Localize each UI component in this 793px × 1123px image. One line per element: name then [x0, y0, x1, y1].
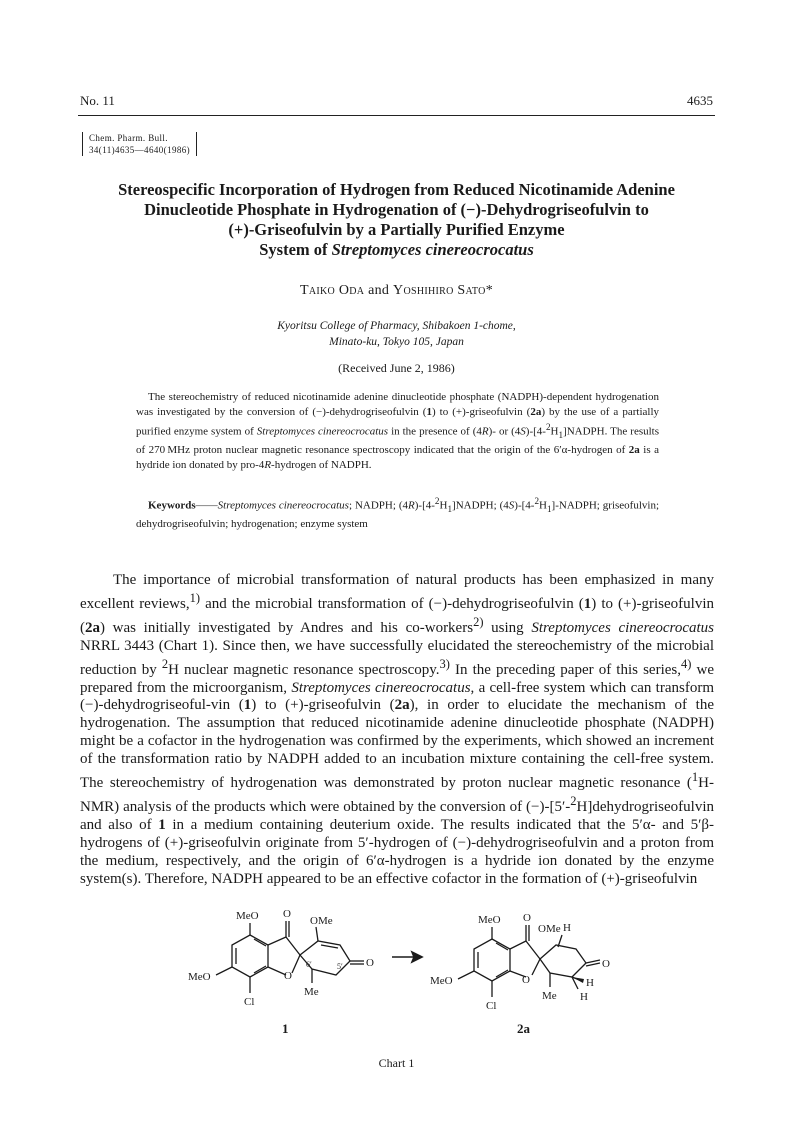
label-1-five: 5′ — [337, 962, 343, 971]
title-species: Streptomyces cinereocrocatus — [331, 240, 534, 259]
label-1-ome: OMe — [310, 915, 333, 927]
reference-mark: 1) — [189, 590, 201, 605]
label-2a-o-top: O — [523, 912, 531, 924]
title-line-3: (+)-Griseofulvin by a Partially Purified Enzyme — [228, 220, 565, 239]
compound-label-2a: 2a — [517, 1021, 530, 1036]
author-2: Yoshihiro Sato — [393, 283, 486, 298]
label-2a-h-mid: H — [586, 977, 594, 989]
cyclohexanone-ring — [540, 945, 586, 977]
author-1: Taiko Oda — [299, 283, 365, 298]
label-1-o-ring: O — [284, 970, 292, 982]
structure-griseofulvin — [458, 925, 600, 997]
label-2a-meo-top: MeO — [478, 914, 501, 926]
title-line-1: Stereospecific Incorporation of Hydrogen from Reduced Nicotinamide Adenine — [118, 180, 675, 199]
benzene-ring — [474, 939, 510, 981]
page-number: 4635 — [687, 93, 713, 108]
journal-issue: No. 11 — [80, 93, 115, 108]
reference-mark: 2) — [473, 614, 484, 629]
body-text: The importance of microbial transformation of natural products has been emphasized in many excellent reviews,$^{1)}$ and the microbial transformation of (−)-dehydrogriseofulvin (1) to (+)-griseofulvin (2a) was initially investigated by Andres and his co-workers$^{2)}$ using Streptomyces cinereocrocatus NRRL 3443 (Chart 1). Since then, we have successfully elucidated the stereochemistry of the microbial reduction by $^2$H nuclear magnetic resonance spectroscopy.$^{3)}$ In the preceding paper of this series,$^{4)}$ we prepared from the microorganism, Streptomyces cinereocrocatus, a cell-free system which can transform (−)-dehydrogriseoful-vin (1) to (+)-griseofulvin (2a), in order to elucidate the mechanism of the hydrogenation. The assumption that reduced nicotinamide adenine dinucleotide phosphate (NADPH) might be a cofactor in the hydrogenation was confirmed by the experiments, which showed an increment of the transformation ratio by NADPH added to an incubation mixture containing the cell-free system. The stereochemistry of hydrogenation was demonstrated by proton nuclear magnetic resonance ($^1$H-NMR) analysis of the products which were obtained by the conversion of (−)-[5′-$^2$H]dehydrogriseofulvin and also of 1 in a medium containing deuterium oxide. The results indicated that the 5′α- and 5′β-hydrogens of (+)-griseofulvin originate from 5′-hydrogen of (−)-dehydrogriseofulvin and a proton from the medium, respectively, and the origin of 6′α-hydrogen is a hydride ion donated by the enzyme system(s). Therefore, NADPH appeared to be an effective cofactor in the formation of (+)-griseofulvin — [80, 572, 714, 887]
citation-journal: Chem. Pharm. Bull. — [89, 133, 168, 143]
received-date: (Received June 2, 1986) — [338, 361, 455, 375]
chart-caption: Chart 1 — [378, 1056, 415, 1070]
affiliation-line-2: Minato-ku, Tokyo 105, Japan — [329, 336, 464, 348]
label-2a-ome: OMe — [538, 923, 561, 935]
benzene-ring — [232, 935, 268, 977]
label-2a-o-ring: O — [522, 974, 530, 986]
label-1-cl: Cl — [244, 996, 255, 1008]
structure-dehydrogriseofulvin — [216, 921, 364, 993]
label-1-meo-bottom: MeO — [188, 971, 211, 983]
reference-mark: 4) — [680, 656, 692, 671]
label-2a-cl: Cl — [486, 1000, 497, 1012]
keywords-label: Keywords — [148, 499, 196, 512]
chart-1-structures — [180, 905, 630, 1045]
compound-label-1: 1 — [282, 1021, 289, 1036]
compound-ref: 2a — [628, 443, 640, 456]
label-1-six: 6′ — [306, 960, 312, 969]
affiliation — [80, 318, 713, 350]
label-1-o-right: O — [366, 957, 374, 969]
author-list — [80, 283, 713, 299]
title-line-4 — [80, 240, 713, 260]
label-2a-me: Me — [542, 990, 557, 1002]
title-line-2: Dinucleotide Phosphate in Hydrogenation of (−)-Dehydrogriseofulvin to — [144, 200, 649, 219]
label-2a-h-bottom: H — [580, 991, 588, 1003]
label-2a-h-top: H — [563, 922, 571, 934]
label-2a-meo-bottom: MeO — [430, 975, 453, 987]
label-1-meo-top: MeO — [236, 910, 259, 922]
article-title — [80, 180, 713, 260]
reference-mark: 3) — [439, 656, 450, 671]
citation-box — [82, 132, 197, 156]
species-name: Streptomyces cinereocrocatus — [256, 425, 389, 438]
keywords: Keywords——Streptomyces cinereocrocatus; NADPH; $(4R)-[4-^2H_1]NADPH$; $(4S)-[4-^2H_1]$-NADPH; griseofulvin; dehydrogriseofulvin; hydrogenation; enzyme system — [136, 496, 659, 530]
corresponding-mark: * — [485, 283, 493, 298]
compound-ref: 2a — [530, 406, 542, 418]
title-line-4-prefix: System of — [259, 240, 332, 259]
affiliation-line-1: Kyoritsu College of Pharmacy, Shibakoen 1-chome, — [277, 320, 516, 332]
header-rule — [78, 115, 715, 116]
label-2a-o-right: O — [602, 958, 610, 970]
label-1-o-top: O — [283, 908, 291, 920]
keyword-species: Streptomyces cinereocrocatus — [217, 499, 349, 512]
species-name: Streptomyces cinereocrocatus — [291, 679, 471, 696]
author-conjunction: and — [368, 283, 390, 298]
label-1-me: Me — [304, 986, 319, 998]
species-name: Streptomyces cinereocrocatus — [531, 619, 714, 636]
citation-volume: 34(11)4635—4640(1986) — [89, 145, 191, 155]
reaction-arrow — [392, 952, 422, 962]
compound-ref: 1 — [426, 406, 432, 418]
abstract: The stereochemistry of reduced nicotinamide adenine dinucleotide phosphate (NADPH)-dependent hydrogenation was investigated by the conversion of (−)-dehydrogriseofulvin (1) to (+)-griseofulvin (2a) by the use of a partially purified enzyme system of Streptomyces cinereocrocatus in the presence of (4R)- or $(4S)-[4-^2H_1]NADPH$. The results of 270 MHz proton nuclear magnetic resonance spectroscopy indicated that the origin of the 6′α-hydrogen of 2a is a hydride ion donated by pro-4R-hydrogen of NADPH. — [136, 391, 660, 471]
